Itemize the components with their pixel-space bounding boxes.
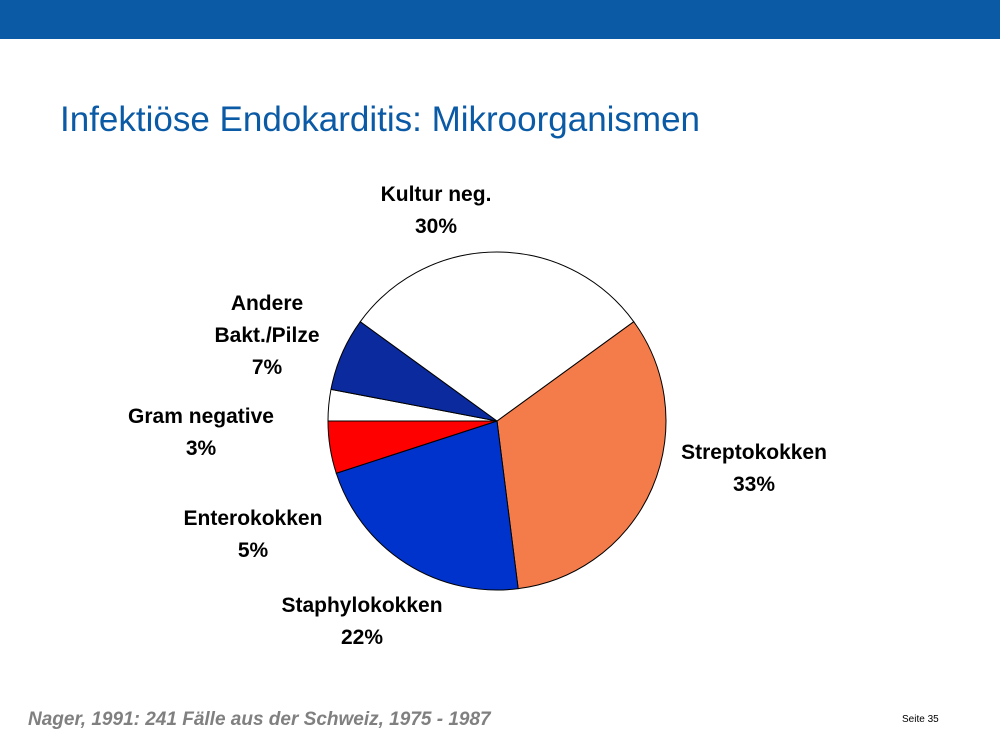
source-citation: Nager, 1991: 241 Fälle aus der Schweiz, 1975 - 1987 (28, 709, 491, 730)
slice-label-streptokokken (634, 437, 874, 501)
slice-label-staphylokokken (242, 590, 482, 654)
slice-label-line: Andere (230, 292, 304, 315)
slice-label-line: Enterokokken (183, 507, 323, 530)
slice-label-kultur-neg (316, 179, 556, 243)
slice-label-gram-negative (81, 401, 321, 465)
slice-label-line: Staphylokokken (281, 594, 443, 617)
slice-label-line: 22% (340, 626, 384, 649)
slice-label-line: Gram negative (128, 405, 274, 428)
slice-label-line: Streptokokken (681, 441, 827, 464)
page-number: Seite 35 (902, 714, 939, 725)
slice-label-andere-bakt-pilze (147, 288, 387, 384)
slice-label-enterokokken (133, 503, 373, 567)
slice-label-line: Bakt./Pilze (214, 324, 320, 347)
slice-label-line: 33% (732, 473, 776, 496)
slice-label-line: Kultur neg. (380, 183, 492, 206)
slice-label-line: 5% (237, 539, 269, 562)
slice-label-line: 3% (185, 437, 217, 460)
slice-label-line: 7% (251, 356, 283, 379)
page-title: Infektiöse Endokarditis: Mikroorganismen (60, 100, 701, 139)
slice-label-line: 30% (414, 215, 458, 238)
